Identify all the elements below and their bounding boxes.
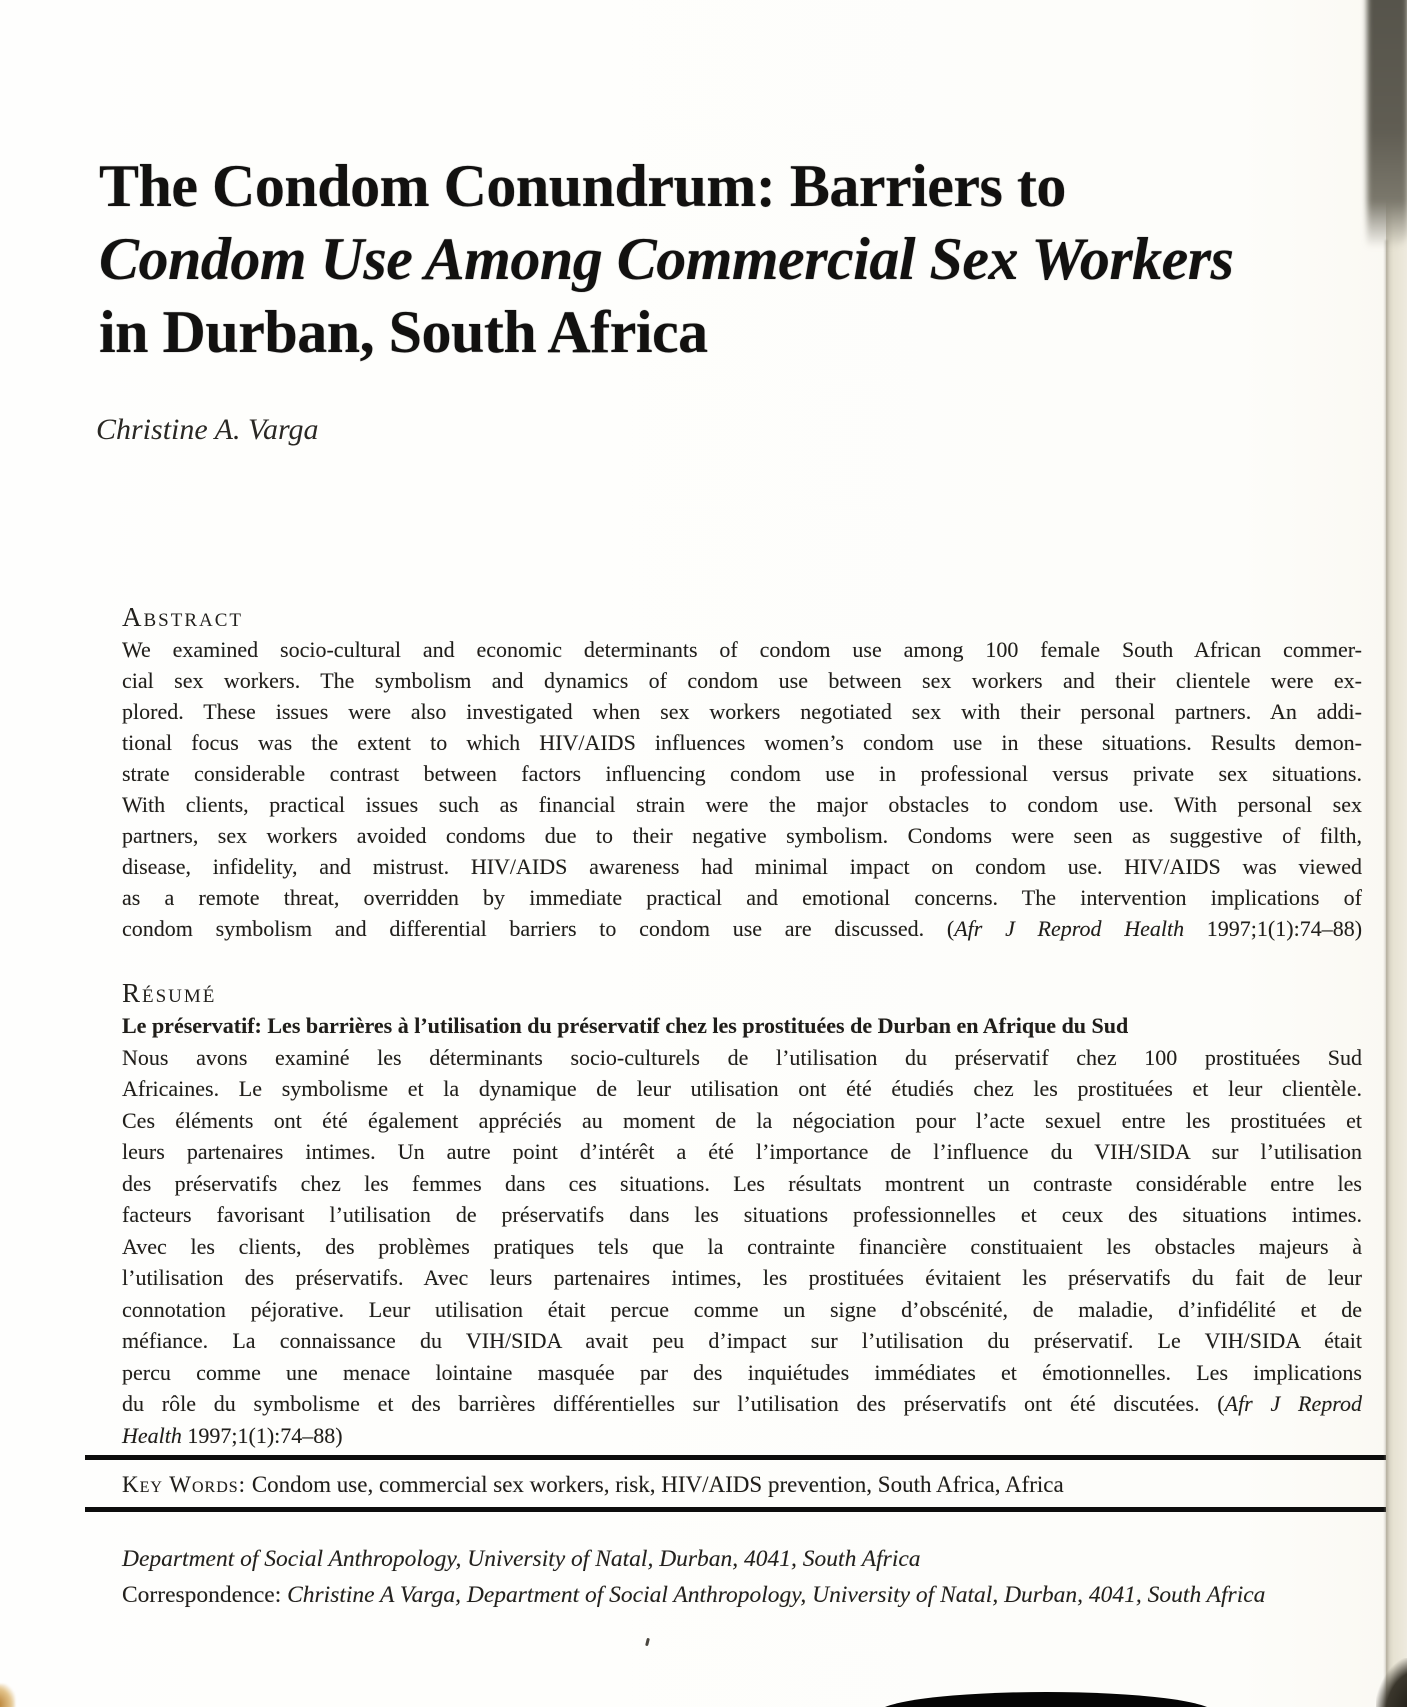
- text-line: connotation péjorative. Leur utilisation était percue comme un signe d’obscénité, de maladie, d’infidélité et de: [122, 1296, 1362, 1322]
- title-line-3: in Durban, South Africa: [99, 299, 708, 365]
- keywords-rule-bottom: [85, 1507, 1407, 1512]
- resume-penultimate-text: du rôle du symbolisme et des barrières différentielles sur l’utilisation des préservatifs ont été discutées. (: [122, 1391, 1225, 1416]
- text-line: strate considerable contrast between factors influencing condom use in professional versus private sex situations.: [122, 761, 1362, 786]
- text-line: méfiance. La connaissance du VIH/SIDA avait peu d’impact sur l’utilisation du préservatif. Le VIH/SIDA était: [122, 1328, 1362, 1353]
- keywords-line: [122, 1472, 1362, 1498]
- text-line: Nous avons examiné les déterminants socio-culturels de l’utilisation du préservatif chez 100 prostituées Sud: [122, 1044, 1362, 1070]
- text-line: as a remote threat, overridden by immediate practical and emotional concerns. The intervention implications of: [122, 885, 1362, 910]
- abstract-body: [122, 634, 1362, 913]
- resume-subtitle: Le préservatif: Les barrières à l’utilisation du préservatif chez les prostituées de Durban en Afrique du Sud: [122, 1013, 1129, 1038]
- citation-details: 1997;1(1):74–88): [1184, 916, 1363, 941]
- text-line: percu comme une menace lointaine masquée par des inquiétudes immédiates et émotionnelles. Les implications: [122, 1359, 1362, 1385]
- correspondence-label: Correspondence:: [122, 1582, 288, 1608]
- abstract-final-text: condom symbolism and differential barriers to condom use are discussed. (: [122, 916, 955, 941]
- text-line: Avec les clients, des problèmes pratiques tels que la contrainte financière constituaient les obstacles majeurs à: [122, 1233, 1362, 1259]
- text-line: With clients, practical issues such as financial strain were the major obstacles to condom use. With personal sex: [122, 792, 1362, 817]
- abstract-section: [122, 600, 1362, 944]
- article-title: [99, 150, 1394, 369]
- abstract-final-line: [122, 913, 1362, 944]
- correspondence-text: Christine A Varga, Department of Social Anthropology, University of Natal, Durban, 4041, South Africa: [287, 1582, 1266, 1608]
- resume-final-line: [122, 1420, 1362, 1452]
- scan-shadow-bottom-right-corner: [1376, 1658, 1407, 1707]
- text-line: tional focus was the extent to which HIV/AIDS influences women’s condom use in these situations. Results demon-: [122, 730, 1362, 755]
- journal-citation-fr: Afr J Reprod: [1224, 1391, 1363, 1416]
- text-line: disease, infidelity, and mistrust. HIV/AIDS awareness had minimal impact on condom use. HIV/AIDS was viewed: [122, 854, 1362, 879]
- scan-stain-bottom-left: [0, 1684, 15, 1707]
- keywords-label: Key Words:: [122, 1472, 247, 1497]
- scan-shadow-bottom: [878, 1692, 1214, 1707]
- journal-citation: Afr J Reprod Health: [954, 916, 1185, 941]
- keywords-text: Condom use, commercial sex workers, risk, HIV/AIDS prevention, South Africa, Africa: [246, 1472, 1064, 1497]
- text-line: cial sex workers. The symbolism and dynamics of condom use between sex workers and their clientele were ex-: [122, 668, 1362, 693]
- resume-section: [122, 976, 1362, 1451]
- keywords-rule-top: [85, 1455, 1407, 1460]
- footer: [122, 1541, 1372, 1613]
- author-name: Christine A. Varga: [96, 413, 319, 446]
- text-line: l’utilisation des préservatifs. Avec leurs partenaires intimes, les prostituées évitaient les préservatifs du fait de leur: [122, 1265, 1362, 1290]
- text-line: Africaines. Le symbolisme et la dynamique de leur utilisation ont été étudiés chez les prostituées et leur clientèle.: [122, 1076, 1362, 1101]
- title-line-2: Condom Use Among Commercial Sex Workers: [99, 226, 1234, 292]
- scan-shadow-top-right: [1367, 0, 1407, 248]
- scan-speck: [645, 1638, 650, 1646]
- text-line: plored. These issues were also investigated when sex workers negotiated sex with their personal partners. An addi-: [122, 699, 1362, 724]
- text-line: We examined socio-cultural and economic determinants of condom use among 100 female South African commer-: [122, 637, 1362, 662]
- citation-details-fr: 1997;1(1):74–88): [181, 1422, 343, 1448]
- abstract-heading: Abstract: [122, 602, 244, 632]
- text-line: partners, sex workers avoided condoms due to their negative symbolism. Condoms were seen as suggestive of filth,: [122, 823, 1362, 848]
- text-line: facteurs favorisant l’utilisation de préservatifs dans les situations professionnelles et ceux des situations intimes.: [122, 1202, 1362, 1227]
- text-line: des préservatifs chez les femmes dans ces situations. Les résultats montrent un contraste considérable entre les: [122, 1170, 1362, 1196]
- resume-heading: Résumé: [122, 978, 217, 1008]
- text-line: leurs partenaires intimes. Un autre point d’intérêt a été l’importance de l’influence du VIH/SIDA sur l’utilisation: [122, 1139, 1362, 1164]
- scan-edge-strip: [1386, 0, 1407, 1707]
- journal-citation-fr-2: Health: [122, 1422, 182, 1448]
- resume-body: [122, 1042, 1362, 1389]
- resume-penultimate-line: [122, 1388, 1362, 1420]
- footer-affiliation: Department of Social Anthropology, University of Natal, Durban, 4041, South Africa: [122, 1546, 921, 1572]
- footer-correspondence: [122, 1577, 1372, 1613]
- title-line-1: The Condom Conundrum: Barriers to: [99, 153, 1066, 219]
- scan-edge-strip-line: [1385, 240, 1388, 1707]
- text-line: Ces éléments ont été également appréciés au moment de la négociation pour l’acte sexuel entre les prostituées et: [122, 1107, 1362, 1133]
